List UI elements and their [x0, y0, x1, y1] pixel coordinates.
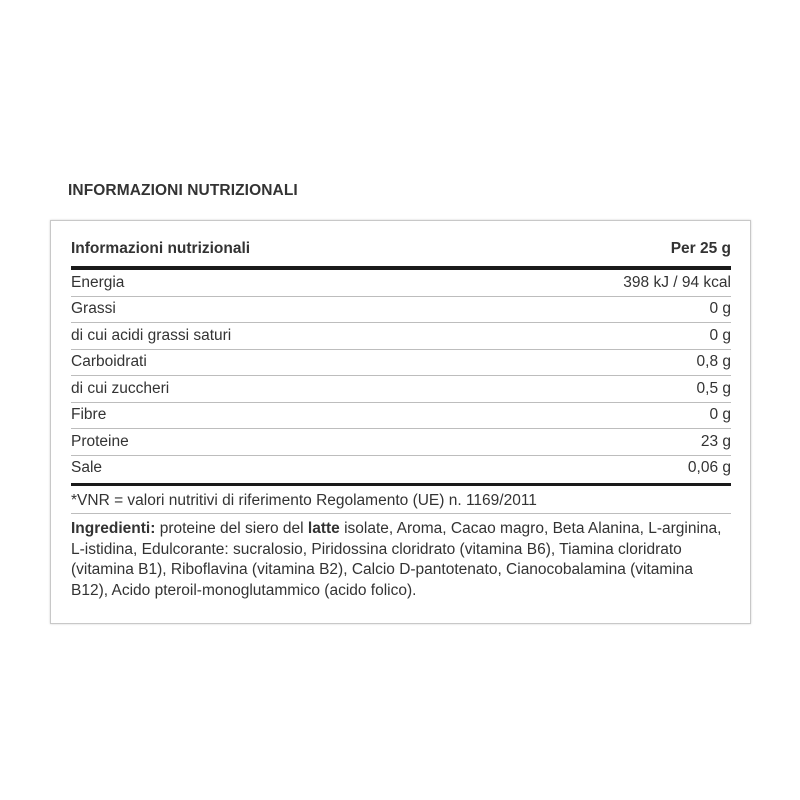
table-row	[71, 270, 731, 297]
nutrient-label: Proteine	[71, 432, 129, 450]
table-row	[71, 429, 731, 456]
vnr-footnote: *VNR = valori nutritivi di riferimento Regolamento (UE) n. 1169/2011	[71, 488, 731, 514]
section-heading: INFORMAZIONI NUTRIZIONALI	[68, 182, 298, 199]
nutrient-value: 0 g	[709, 326, 731, 344]
nutrition-panel	[50, 220, 751, 624]
table-row	[71, 297, 731, 324]
nutrient-label: di cui acidi grassi saturi	[71, 326, 232, 344]
ingredients-label: Ingredienti:	[71, 520, 156, 537]
table-row	[71, 350, 731, 377]
table-header-serving: Per 25 g	[670, 240, 731, 257]
nutrition-rows	[71, 270, 731, 481]
nutrient-label: Grassi	[71, 300, 116, 318]
nutrient-value: 0,8 g	[696, 353, 731, 371]
nutrient-label: di cui zuccheri	[71, 379, 170, 397]
table-row	[71, 403, 731, 430]
nutrient-value: 0,06 g	[687, 459, 731, 477]
table-row	[71, 376, 731, 403]
nutrient-value: 398 kJ / 94 kcal	[623, 273, 731, 291]
nutrient-label: Carboidrati	[71, 353, 147, 371]
nutrient-value: 0,5 g	[696, 379, 731, 397]
nutrient-value: 0 g	[709, 406, 731, 424]
ingredients-part-1: proteine del siero del	[155, 520, 308, 537]
nutrient-label: Sale	[71, 459, 103, 477]
nutrient-label: Energia	[71, 273, 125, 291]
table-header-title: Informazioni nutrizionali	[71, 240, 251, 257]
table-row	[71, 323, 731, 350]
nutrient-label: Fibre	[71, 406, 107, 424]
nutrient-value: 23 g	[700, 432, 731, 450]
footer-divider	[71, 483, 731, 486]
ingredients-allergen: latte	[307, 520, 340, 537]
table-row	[71, 456, 731, 482]
nutrient-value: 0 g	[709, 300, 731, 318]
ingredients-part-2: isolate, Aroma, Cacao magro, Beta Alanina, L-arginina, L-istidina, Edulcorante: sucralosio, Piridossina cloridrato (vitamina B6), Tiamina cloridrato (vitamina B1), Riboflavina (vitamina B2), Calcio D-pantotenato, Cianocobalamina (vitamina B12), Acido pteroil-monoglutammico (acido folico).	[71, 520, 722, 599]
nutrition-panel-content	[71, 221, 731, 601]
ingredients-text	[71, 519, 731, 601]
nutrition-table-header	[71, 221, 731, 259]
